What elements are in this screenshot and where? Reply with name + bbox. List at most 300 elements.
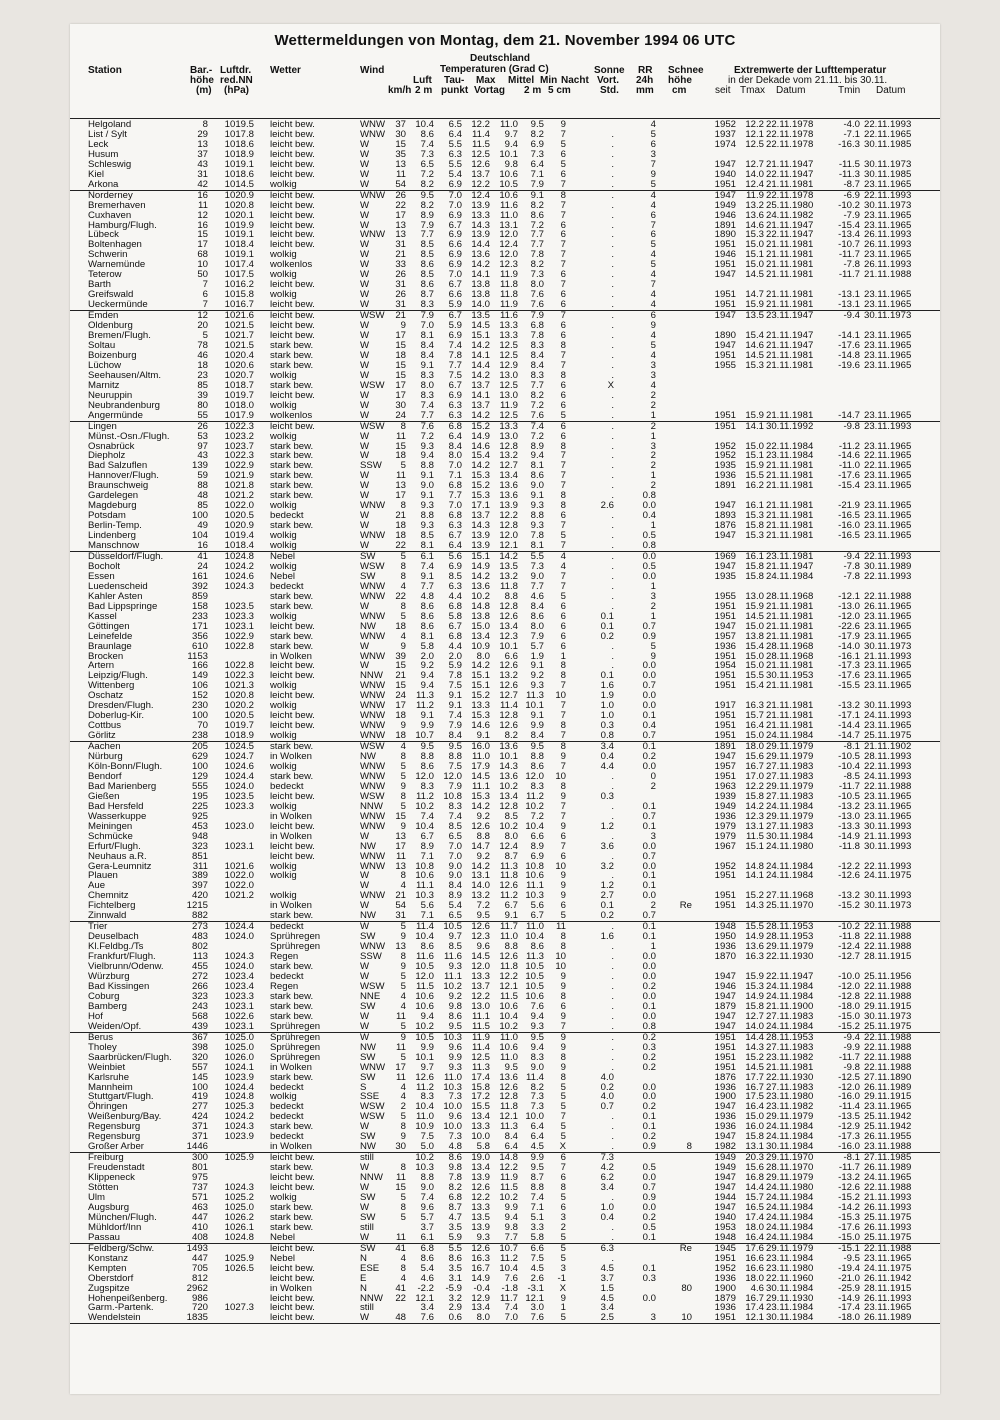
- ext-tmin: -18.0: [838, 1000, 860, 1012]
- mean-temp: 14.8: [499, 1152, 518, 1164]
- max-temp: 13.4: [471, 630, 490, 642]
- min-5cm: 8: [560, 990, 566, 1002]
- min-2m: 8.8: [530, 510, 544, 522]
- col-nacht: Nacht: [561, 75, 589, 86]
- col-bar-3: (m): [196, 85, 212, 96]
- air-temp: 10.5: [415, 1031, 434, 1043]
- min-2m: 11.1: [526, 880, 544, 892]
- wind-direction: W: [360, 480, 370, 492]
- mean-temp: 9.9: [504, 1201, 518, 1213]
- rain: 0.2: [642, 1131, 656, 1143]
- air-temp: 7.3: [420, 148, 434, 160]
- pressure: 1023.2: [224, 430, 254, 442]
- ext-tmax-date: 30.11.1984: [766, 1282, 814, 1294]
- min-2m: 8.3: [530, 1051, 544, 1063]
- weather: wolkig: [270, 500, 297, 512]
- min-2m: 8.6: [530, 941, 544, 953]
- max-temp: 14.4: [471, 359, 490, 371]
- ext-tmax: 15.1: [745, 450, 764, 462]
- rain: 0.0: [642, 570, 656, 582]
- col-deutschland: Deutschland: [470, 53, 531, 64]
- sunshine: 1.6: [600, 931, 614, 943]
- sunshine: .: [611, 359, 614, 371]
- wind-speed: 18: [395, 730, 406, 742]
- air-temp: 10.4: [415, 1101, 434, 1113]
- wind-direction: WNW: [360, 580, 386, 592]
- mean-temp: 9.8: [504, 1221, 518, 1233]
- min-5cm: 5: [560, 138, 566, 150]
- min-2m: 7.5: [530, 1252, 544, 1264]
- dew-point: 10.0: [443, 1121, 462, 1133]
- station-name: Greifswald: [88, 289, 134, 301]
- ext-tmin-date: 30.11.1973: [864, 640, 912, 652]
- ext-tmin: -11.3: [838, 168, 860, 180]
- ext-tmin-date: 23.11.1965: [864, 339, 912, 351]
- ext-tmin-date: 25.11.1975: [864, 1020, 912, 1032]
- min-2m: 7.3: [530, 560, 544, 572]
- barometer-height: 420: [191, 890, 208, 902]
- weather: stark bew.: [270, 490, 314, 502]
- wind-direction: WNW: [360, 720, 386, 732]
- pressure: 1020.8: [224, 690, 254, 702]
- ext-tmin: -17.3: [838, 1131, 860, 1143]
- min-2m: 8.0: [530, 279, 544, 291]
- ext-tmax-date: 21.11.1981: [766, 610, 814, 622]
- mean-temp: 11.7: [500, 1292, 518, 1304]
- wind-speed: 39: [395, 650, 406, 662]
- ext-tmax: 16.8: [745, 1172, 764, 1184]
- wind-direction: W: [360, 1020, 370, 1032]
- barometer-height: 15: [197, 229, 208, 241]
- min-2m: 4.5: [530, 1141, 544, 1153]
- mean-temp: 13.6: [499, 770, 518, 782]
- station-name: Düsseldorf/Flugh.: [88, 550, 164, 562]
- ext-tmax: 15.4: [745, 330, 764, 342]
- sunshine: .: [611, 1051, 614, 1063]
- rain: 0.1: [642, 921, 656, 933]
- weather: stark bew.: [270, 1071, 314, 1083]
- pressure: 1019.7: [224, 720, 254, 732]
- col-rr-3: mm: [636, 85, 654, 96]
- max-temp: 12.0: [471, 961, 490, 973]
- dew-point: 6.3: [448, 409, 462, 421]
- air-temp: 9.1: [420, 570, 434, 582]
- min-5cm: 8: [560, 339, 566, 351]
- rain: 0.0: [642, 961, 656, 973]
- ext-tmin: -19.4: [838, 1262, 860, 1274]
- ext-tmin: -13.4: [838, 229, 860, 241]
- rain: 6: [650, 229, 656, 241]
- air-temp: 3.7: [420, 1221, 434, 1233]
- dew-point: 6.4: [448, 540, 462, 552]
- weather: stark bew.: [270, 990, 314, 1002]
- mean-temp: 12.6: [499, 880, 518, 892]
- max-temp: 8.0: [476, 1312, 490, 1324]
- pressure: 1022.3: [224, 420, 254, 432]
- barometer-height: 629: [191, 751, 208, 763]
- sunshine: 0.3: [600, 790, 614, 802]
- rain: 6: [650, 138, 656, 150]
- ext-tmin-date: 30.11.1973: [864, 900, 912, 912]
- sunshine: 0.2: [600, 1081, 614, 1093]
- wind-direction: W: [360, 490, 370, 502]
- mean-temp: 13.3: [499, 320, 518, 332]
- sunshine: .: [611, 1191, 614, 1203]
- ext-tmin: -13.0: [838, 600, 860, 612]
- weather: wolkig: [270, 680, 297, 692]
- wind-direction: WSW: [360, 420, 385, 432]
- ext-tmax-date: 28.11.1953: [766, 921, 814, 933]
- ext-tmax: 16.0: [745, 1121, 764, 1133]
- ext-since: 1951: [714, 409, 736, 421]
- barometer-height: 272: [191, 971, 208, 983]
- sunshine: 2.7: [600, 890, 614, 902]
- air-temp: 9.1: [420, 490, 434, 502]
- mean-temp: 12.6: [499, 951, 518, 963]
- dew-point: 7.1: [448, 470, 462, 482]
- rain: 0.1: [642, 1262, 656, 1274]
- pressure: 1022.0: [224, 880, 254, 892]
- wind-direction: W: [360, 1031, 370, 1043]
- barometer-height: 17: [197, 239, 208, 251]
- station-name: Wasserkuppe: [88, 810, 147, 822]
- min-2m: 9.3: [530, 500, 544, 512]
- min-5cm: 10: [555, 860, 566, 872]
- table-row: [70, 1233, 940, 1243]
- rain: 4: [650, 289, 656, 301]
- ext-tmax-date: 21.11.1947: [766, 560, 814, 572]
- dew-point: 4.8: [448, 1141, 462, 1153]
- weather: leicht bew.: [270, 1172, 315, 1184]
- min-2m: 10.8: [525, 860, 544, 872]
- col-tmin: Tmin: [838, 85, 861, 96]
- sunshine: .: [611, 148, 614, 160]
- wind-direction: WSW: [360, 741, 385, 753]
- ext-tmax-date: 21.11.1981: [766, 630, 814, 642]
- max-temp: 13.8: [471, 289, 490, 301]
- mean-temp: 13.0: [499, 430, 518, 442]
- ext-since: 1944: [714, 1191, 736, 1203]
- wind-speed: 17: [395, 700, 406, 712]
- weather: leicht bew.: [270, 820, 315, 832]
- col-tau-1: Tau-: [444, 75, 465, 86]
- min-5cm: 9: [560, 870, 566, 882]
- wind-speed: 11: [396, 1231, 406, 1243]
- ext-tmax: 12.1: [745, 128, 764, 140]
- wind-direction: W: [360, 138, 370, 150]
- air-temp: 8.3: [420, 1091, 434, 1103]
- weather-table: [70, 120, 940, 1324]
- ext-tmin-date: 27.11.1985: [864, 1152, 912, 1164]
- ext-tmax-date: 29.11.1979: [766, 1111, 814, 1123]
- air-temp: 8.6: [420, 259, 434, 271]
- air-temp: 10.4: [415, 119, 434, 130]
- station-name: Bendorf: [88, 770, 122, 782]
- weather: stark bew.: [270, 1162, 314, 1174]
- weather: stark bew.: [270, 470, 314, 482]
- ext-tmax-date: 22.11.1947: [766, 229, 814, 241]
- pressure: 1025.0: [224, 1041, 254, 1053]
- table-row: [70, 1313, 940, 1323]
- min-2m: 8.3: [530, 780, 544, 792]
- rain: 9: [650, 320, 656, 332]
- air-temp: 8.6: [420, 941, 434, 953]
- ext-tmin-date: 22.11.1988: [864, 590, 912, 602]
- wind-direction: W: [360, 900, 370, 912]
- sunshine: .: [611, 850, 614, 862]
- mean-temp: 12.7: [499, 460, 518, 472]
- wind-direction: W: [360, 369, 370, 381]
- min-5cm: 7: [560, 209, 566, 221]
- station-name: Artern: [88, 660, 115, 672]
- ext-tmax-date: 22.11.1978: [766, 138, 814, 150]
- sunshine: .: [611, 810, 614, 822]
- dew-point: 6.4: [448, 430, 462, 442]
- weather: wolkig: [270, 249, 297, 261]
- ext-tmax-date: 23.11.1981: [766, 550, 814, 562]
- barometer-height: 18: [197, 359, 208, 371]
- air-temp: 9.9: [420, 720, 434, 732]
- min-2m: 8.7: [530, 1172, 544, 1184]
- dew-point: 5.5: [448, 158, 462, 170]
- weather: wolkig: [270, 560, 297, 572]
- ext-tmax-date: 24.11.1980: [766, 1182, 814, 1194]
- pressure: 1021.5: [224, 320, 254, 332]
- dew-point: 9.8: [448, 1000, 462, 1012]
- wind-direction: W: [360, 1121, 370, 1133]
- sunshine: .: [611, 330, 614, 342]
- min-2m: 11.3: [526, 951, 544, 963]
- ext-tmax: 15.8: [745, 520, 764, 532]
- pressure: 1022.9: [224, 460, 254, 472]
- ext-tmax-date: 24.11.1984: [766, 1231, 814, 1243]
- min-2m: 8.2: [530, 389, 544, 401]
- ext-tmin-date: 22.11.1993: [864, 550, 912, 562]
- min-2m: 10.1: [525, 700, 544, 712]
- wind-speed: 15: [395, 680, 406, 692]
- pressure: 1023.1: [224, 1020, 254, 1032]
- barometer-height: 447: [191, 1252, 208, 1264]
- max-temp: 13.4: [471, 1111, 490, 1123]
- air-temp: 5.4: [420, 1262, 434, 1274]
- air-temp: 8.8: [420, 510, 434, 522]
- ext-tmin-date: 23.11.1965: [864, 630, 912, 642]
- sunshine: 0.8: [600, 730, 614, 742]
- rain: 0.0: [642, 550, 656, 562]
- min-5cm: 8: [560, 670, 566, 682]
- wind-direction: WNW: [360, 1061, 386, 1073]
- ext-since: 1900: [714, 1282, 736, 1294]
- min-5cm: 6: [560, 610, 566, 622]
- ext-since: 1891: [714, 480, 736, 492]
- ext-tmin: -16.3: [838, 138, 860, 150]
- weather: in Wolken: [270, 650, 312, 662]
- min-2m: 9.1: [530, 660, 544, 672]
- dew-point: 5.5: [448, 1242, 462, 1254]
- ext-tmin: -11.7: [838, 780, 860, 792]
- ext-tmax-date: 24.11.1984: [766, 990, 814, 1002]
- rain: 0.0: [642, 660, 656, 672]
- barometer-height: 100: [191, 510, 208, 522]
- rain: 0.7: [642, 730, 656, 742]
- ext-since: 1982: [714, 1141, 736, 1153]
- min-5cm: 7: [560, 570, 566, 582]
- min-5cm: 5: [560, 1091, 566, 1103]
- ext-tmax-date: 22.11.1947: [766, 168, 814, 180]
- ext-tmin-date: 22.11.1993: [864, 860, 912, 872]
- air-temp: 10.9: [415, 1121, 434, 1133]
- pressure: 1024.4: [224, 921, 254, 933]
- mean-temp: 10.2: [499, 820, 518, 832]
- ext-tmin-date: 23.11.1965: [864, 249, 912, 261]
- wind-direction: WNW: [360, 189, 386, 201]
- weather: wolkig: [270, 700, 297, 712]
- weather: Nebel: [270, 1231, 296, 1243]
- wind-direction: W: [360, 178, 370, 190]
- max-temp: 13.7: [471, 379, 490, 391]
- min-2m: 8.8: [530, 751, 544, 763]
- max-temp: 15.3: [471, 470, 490, 482]
- air-temp: 7.1: [420, 910, 434, 922]
- barometer-height: 392: [191, 580, 208, 592]
- barometer-height: 948: [191, 830, 208, 842]
- mean-temp: 10.1: [499, 640, 518, 652]
- sunshine: .: [611, 269, 614, 281]
- sunshine: 0.2: [600, 910, 614, 922]
- snow: Re: [679, 900, 692, 912]
- ext-since: 1951: [714, 870, 736, 882]
- weather: wolkig: [270, 399, 297, 411]
- weather: stark bew.: [270, 520, 314, 532]
- wind-speed: 5: [400, 1020, 406, 1032]
- air-temp: 7.6: [420, 1312, 434, 1324]
- min-2m: 8.1: [530, 540, 544, 552]
- rain: 2: [650, 600, 656, 612]
- wind-direction: WSW: [360, 379, 385, 391]
- barometer-height: 447: [191, 1211, 208, 1223]
- max-temp: 17.1: [471, 500, 490, 512]
- ext-tmax: 12.3: [745, 810, 764, 822]
- dew-point: 7.8: [448, 670, 462, 682]
- ext-since: 1979: [714, 820, 736, 832]
- max-temp: 14.1: [471, 389, 490, 401]
- wind-direction: SW: [360, 1071, 376, 1083]
- ext-since: 1951: [714, 239, 736, 251]
- ext-tmin-date: 30.11.1993: [864, 890, 912, 902]
- ext-tmax-date: 28.11.1970: [766, 1162, 814, 1174]
- pressure: 1020.4: [224, 349, 254, 361]
- pressure: 1024.4: [224, 770, 254, 782]
- ext-tmax-date: 24.11.1984: [766, 1211, 814, 1223]
- station-name: Freiburg: [88, 1152, 124, 1164]
- weather: Nebel: [270, 550, 296, 562]
- dew-point: 9.0: [448, 870, 462, 882]
- rain: 0.0: [642, 951, 656, 963]
- wind-direction: W: [360, 158, 370, 170]
- ext-tmax-date: 28.11.1968: [766, 640, 814, 652]
- pressure: 1024.6: [224, 570, 254, 582]
- ext-since: 1936: [714, 1121, 736, 1133]
- barometer-height: 300: [191, 1152, 208, 1164]
- ext-tmin: -17.1: [838, 710, 860, 722]
- air-temp: 9.0: [420, 1182, 434, 1194]
- ext-tmin-date: 22.11.1988: [864, 941, 912, 953]
- mean-temp: 11.9: [500, 269, 518, 281]
- mean-temp: 12.8: [499, 800, 518, 812]
- mean-temp: 11.3: [500, 860, 518, 872]
- min-2m: 7.3: [530, 269, 544, 281]
- dew-point: 7.0: [448, 840, 462, 852]
- max-temp: 13.9: [471, 530, 490, 542]
- barometer-height: 273: [191, 921, 208, 933]
- min-2m: 9.0: [530, 570, 544, 582]
- wind-direction: W: [360, 1231, 370, 1243]
- barometer-height: 55: [197, 409, 208, 421]
- ext-tmax: 15.0: [745, 239, 764, 251]
- wind-speed: 24: [395, 690, 406, 702]
- max-temp: 13.9: [471, 199, 490, 211]
- station-name: Lingen: [88, 420, 117, 432]
- ext-since: 1952: [714, 860, 736, 872]
- rain: 0.4: [642, 720, 656, 732]
- ext-since: 1957: [714, 761, 736, 772]
- ext-tmin-date: 23.11.1965: [864, 680, 912, 692]
- min-5cm: 8: [560, 660, 566, 672]
- sunshine: 3.2: [600, 860, 614, 872]
- air-temp: 9.1: [420, 470, 434, 482]
- barometer-height: 43: [197, 158, 208, 170]
- barometer-height: 31: [197, 168, 208, 180]
- mean-temp: 11.0: [500, 119, 518, 130]
- max-temp: 15.2: [471, 690, 490, 702]
- max-temp: 15.3: [471, 710, 490, 722]
- station-name: Mühldorf/Inn: [88, 1221, 142, 1233]
- wind-direction: SW: [360, 1131, 376, 1143]
- weather: Sprühregen: [270, 1051, 321, 1063]
- mean-temp: 11.5: [500, 1182, 518, 1194]
- ext-tmax: 14.2: [745, 800, 764, 812]
- sunshine: 4.5: [600, 1292, 614, 1304]
- air-temp: 3.4: [420, 1302, 434, 1314]
- barometer-height: 1215: [186, 900, 208, 912]
- sunshine: .: [611, 1111, 614, 1123]
- ext-tmax-date: 22.11.1930: [766, 951, 814, 963]
- station-name: Wittenberg: [88, 680, 135, 692]
- max-temp: 14.9: [471, 560, 490, 572]
- ext-since: 1936: [714, 470, 736, 482]
- air-temp: 9.4: [420, 680, 434, 692]
- mean-temp: 12.6: [499, 720, 518, 732]
- pressure: 1024.7: [224, 751, 254, 763]
- barometer-height: 571: [191, 1191, 208, 1203]
- station-group: [70, 1244, 940, 1325]
- station-name: Soltau: [88, 339, 116, 351]
- min-2m: 8.3: [530, 369, 544, 381]
- max-temp: 14.7: [471, 840, 490, 852]
- sunshine: .: [611, 128, 614, 140]
- dew-point: 5.4: [448, 168, 462, 180]
- ext-since: 1947: [714, 1201, 736, 1213]
- ext-tmin: -7.8: [843, 570, 860, 582]
- min-2m: 7.6: [530, 1000, 544, 1012]
- ext-tmin-date: 26.11.1993: [864, 1292, 912, 1304]
- pressure: 1024.1: [224, 1061, 254, 1073]
- ext-tmax: 15.6: [745, 751, 764, 763]
- station-name: Chemnitz: [88, 890, 129, 902]
- wind-direction: W: [360, 510, 370, 522]
- sunshine: .: [611, 310, 614, 322]
- ext-tmax-date: 22.11.1978: [766, 119, 814, 130]
